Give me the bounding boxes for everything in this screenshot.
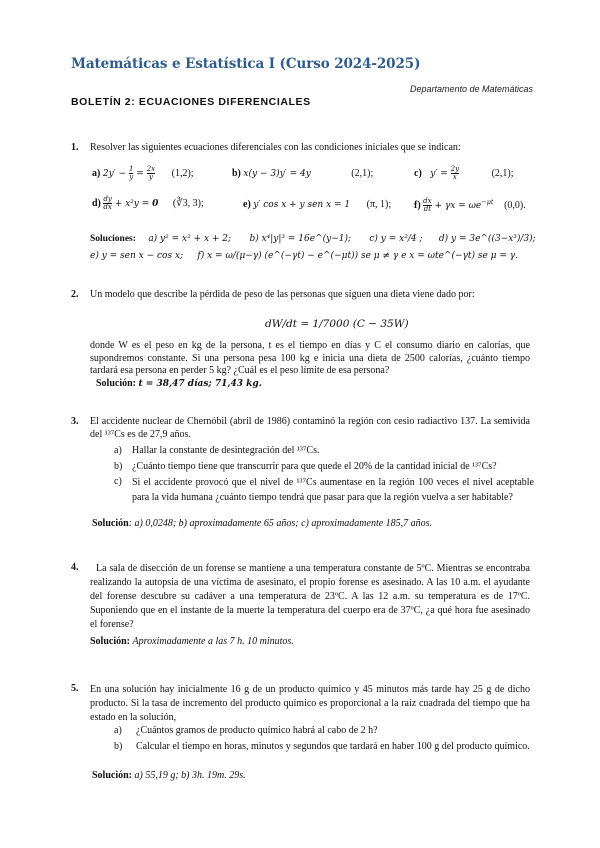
problem-5-number: 5. xyxy=(71,683,79,694)
problem-1-solutions-line-1: Soluciones: a) y² = x² + x + 2; b) x⁴|y|³ = 16e^(y−1); c) y = x²/4 ; d) y = 3e^((3−x³)/3); xyxy=(90,234,536,244)
problem-1-statement: Resolver las siguientes ecuaciones diferenciales con las condiciones iniciales que se indican: xyxy=(90,142,461,153)
problem-2-equation: dW/dt = 1/7000 (C − 35W) xyxy=(265,318,409,330)
problem-1-item-d: d) $\frac{dy}{dx}$ + x²y = 0 (∛3, 3); xyxy=(92,195,204,211)
problem-2-intro: Un modelo que describe la pérdida de peso de las personas que siguen una dieta viene dado por: xyxy=(90,289,475,300)
problem-2-body: donde W es el peso en kg de la persona, t es el tiempo en días y C el consumo diario en calorías, que supondremos constante. Si una persona pesa 100 kg e inicia una dieta de 2500 calorías, ¿cuánto tiempo tardará esa persona en perder 5 kg? ¿Cuál es el peso límite de esa persona? xyxy=(90,340,530,376)
equation-a: 2y′ − $\frac{1}{y}$ = $\frac{2x}{y}$ xyxy=(102,165,156,181)
problem-1-solutions-line-2: e) y = sen x − cos x; f) x = ω/(μ−γ) (e^(−γt) − e^(−μt)) se μ ≠ γ e x = ωte^(−γt) se μ = γ. xyxy=(90,251,519,261)
problem-3-solution: Solución: a) 0,0248; b) aproximadamente 65 años; c) aproximadamente 185,7 años. xyxy=(92,518,433,529)
problem-5-items xyxy=(114,725,534,753)
equation-c: y′ = $\frac{2y}{x}$ xyxy=(430,165,460,181)
problem-2-number: 2. xyxy=(71,289,79,300)
problem-1-item-a: a) 2y′ − $\frac{1}{y}$ = $\frac{2x}{y}$ (1,2); xyxy=(92,165,194,181)
problem-3-item-c: c) Si el accidente provocó que el nivel de ¹³⁷Cs aumentase en la región 100 veces el nivel aceptable para la vida humana ¿cuánto tiempo tendrá que pasar para que la región vuelva a ser habitable? xyxy=(114,476,534,503)
problem-5-item-a: a) ¿Cuántos gramos de producto químico habrá al cabo de 2 h? xyxy=(114,725,378,736)
problem-1-item-b: b) x(y − 3)y′ = 4y (2,1); xyxy=(232,168,374,179)
problem-1-item-c: c) y′ = $\frac{2y}{x}$ (2,1); xyxy=(414,165,514,181)
problem-4-solution: Solución: Aproximadamente a las 7 h. 10 minutos. xyxy=(90,636,294,647)
problem-5-text: En una solución hay inicialmente 16 g de un producto químico y 45 minutos más tarde hay 25 g de dicho producto. Si la tasa de incremento del producto químico es proporcional a la raíz cuadrada del tiempo que ha estado en la solución, xyxy=(90,684,530,723)
department-label: Departamento de Matemáticas xyxy=(410,84,534,94)
problem-3-item-a: a) Hallar la constante de desintegración del ¹³⁷Cs. xyxy=(114,445,320,456)
equation-f: $\frac{dx}{dt}$ + $\gamma x = \omega e^{-\mu t}$ xyxy=(423,197,494,213)
problem-5-item-b: b) Calcular el tiempo en horas, minutos y segundos que tardará en haber 100 g del producto químico. xyxy=(114,740,530,752)
equation-d: $\frac{dy}{dx}$ + x²y = 0 xyxy=(103,195,159,211)
problem-3-items xyxy=(114,445,534,505)
problem-5-solution: Solución: a) 55,19 g; b) 3h. 19m. 29s. xyxy=(92,770,246,781)
problem-3-item-b: b) ¿Cuánto tiempo tiene que transcurrir para que quede el 20% de la cantidad inicial de ¹³⁷Cs? xyxy=(114,460,497,472)
problem-4-number: 4. xyxy=(71,562,79,573)
problem-3-number: 3. xyxy=(71,416,79,427)
problem-1-item-e: e) y′ cos x + y sen x = 1 (π, 1); xyxy=(243,199,392,210)
problem-2-solution: Solución: t = 38,47 días; 71,43 kg. xyxy=(96,378,262,389)
course-title: Matemáticas e Estatística I (Curso 2024-2025) xyxy=(71,56,421,72)
problem-3-intro: El accidente nuclear de Chernóbil (abril de 1986) contaminó la región con cesio radiactivo 137. La semivida del ¹³⁷Cs es de 27,9 años. xyxy=(90,416,530,440)
boletin-title: BOLETÍN 2: ECUACIONES DIFERENCIALES xyxy=(71,96,311,108)
problem-4-text: La sala de disección de un forense se mantiene a una temperatura constante de 5ºC. Mientras se encontraba realizando la autopsia de una víctima de asesinato, el propio forense es asesinado. A las 10 a.m. el ayudante del forense descubre su cadáver a una temperatura de 23ºC. A las 12 a.m. su temperatura es de 17ºC. Suponiendo que en el instante de la muerte la temperatura del cuerpo era de 37ºC, ¿a qué hora fue asesinado el forense? xyxy=(90,563,530,630)
solutions-label: Soluciones: xyxy=(90,234,136,244)
problem-1-number: 1. xyxy=(71,142,79,153)
problem-1-item-f: f) $\frac{dx}{dt}$ + $\gamma x = \omega e^{-\mu t}$ (0,0). xyxy=(414,197,526,213)
